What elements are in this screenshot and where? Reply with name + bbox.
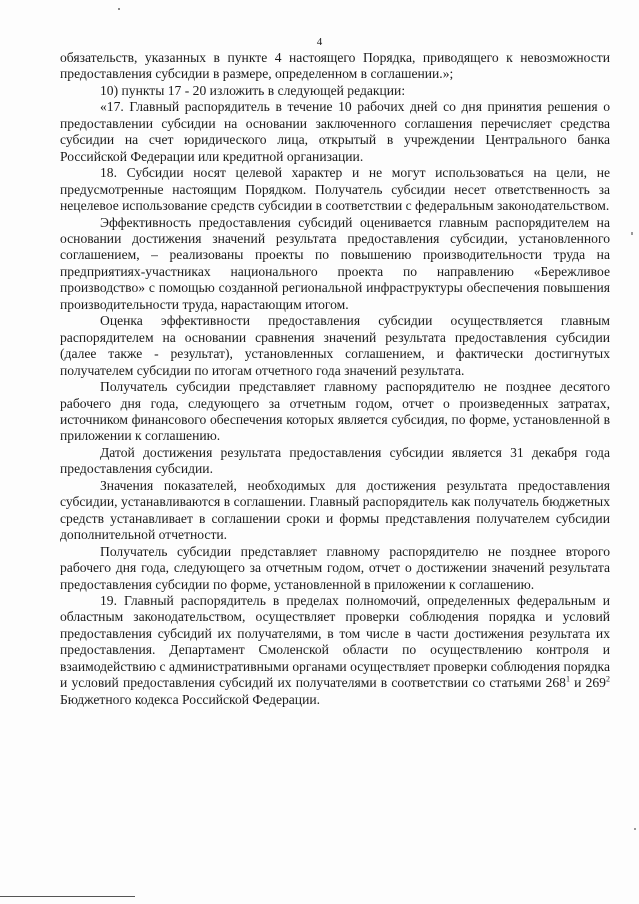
- scan-speck: [631, 232, 633, 235]
- paragraph-text: и 269: [569, 675, 606, 691]
- paragraph: Датой достижения результата предоставления субсидии является 31 декабря года предоставления субсидии.: [60, 444, 610, 477]
- paragraph-text: Бюджетного кодекса Российской Федерации.: [60, 691, 321, 707]
- paragraph: 10) пункты 17 - 20 изложить в следующей редакции:: [100, 82, 406, 98]
- superscript: 2: [605, 674, 610, 684]
- paragraph: 18. Субсидии носят целевой характер и не могут использоваться на цели, не предусмотренные настоящим Порядком. Получатель субсидии несет ответственность за нецелевое использование средств субсидии в соответствии с федеральным законодательством.: [60, 165, 610, 214]
- superscript: 1: [565, 674, 570, 684]
- paragraph: Оценка эффективности предоставления субсидии осуществляется главным распорядителем на основании сравнения значений результата предоставления субсидии (далее также - результат), установленных соглашением, и фактически достигнутых получателем субсидии по итогам отчетного года значений результата.: [60, 313, 610, 378]
- paragraph: обязательств, указанных в пункте 4 настоящего Порядка, приводящего к невозможности предоставления субсидии в размере, определенном в соглашении.»;: [60, 50, 610, 82]
- paragraph-text: 19. Главный распорядитель в пределах полномочий, определенных федеральным и областным законодательством, осуществляет проверки соблюдения порядка и условий предоставления субсидий их получателями, в том числе в части достижения результата их предоставления. Департамент Смоленской области по осуществлению контроля и взаимодействию с административными органами осуществляет проверки соблюдения порядка и условий предоставления субсидий их получателями в соответствии со статьями 268: [60, 592, 610, 691]
- paragraph-article-19: [60, 593, 610, 708]
- scan-speck: [634, 828, 636, 830]
- footer-rule: [0, 896, 135, 897]
- paragraph: Получатель субсидии представляет главному распорядителю не позднее второго рабочего дня года, следующего за отчетным годом, отчет о достижении значений результата предоставления субсидии по форме, установленной в приложении к соглашению.: [60, 543, 610, 592]
- document-body: [60, 50, 610, 708]
- page-number: 4: [316, 36, 323, 48]
- paragraph: Значения показателей, необходимых для достижения результата предоставления субсидии, устанавливаются в соглашении. Главный распорядитель как получатель бюджетных средств устанавливает в соглашении сроки и формы представления получателем субсидии дополнительной отчетности.: [60, 477, 610, 543]
- scan-speck: [118, 8, 120, 10]
- paragraph: Эффективность предоставления субсидий оценивается главным распорядителем на основании достижения значений результата предоставления субсидии, установленного соглашением, – реализованы проекты по повышению производительности труда на предприятиях-участниках национального проекта по направлению «Бережливое производство» с помощью созданной региональной инфраструктуры обеспечения повышения производительности труда, нарастающим итогом.: [60, 214, 610, 312]
- paragraph: Получатель субсидии представляет главному распорядителю не позднее десятого рабочего дня года, следующего за отчетным годом, отчет о произведенных затратах, источником финансового обеспечения которых является субсидия, по форме, установленной в приложении к соглашению.: [60, 379, 610, 444]
- paragraph: «17. Главный распорядитель в течение 10 рабочих дней со дня принятия решения о предоставлении субсидии на основании заключенного соглашения перечисляет средства субсидии на счет юридического лица, открытый в учреждении Центрального банка Российской Федерации или кредитной организации.: [60, 99, 610, 164]
